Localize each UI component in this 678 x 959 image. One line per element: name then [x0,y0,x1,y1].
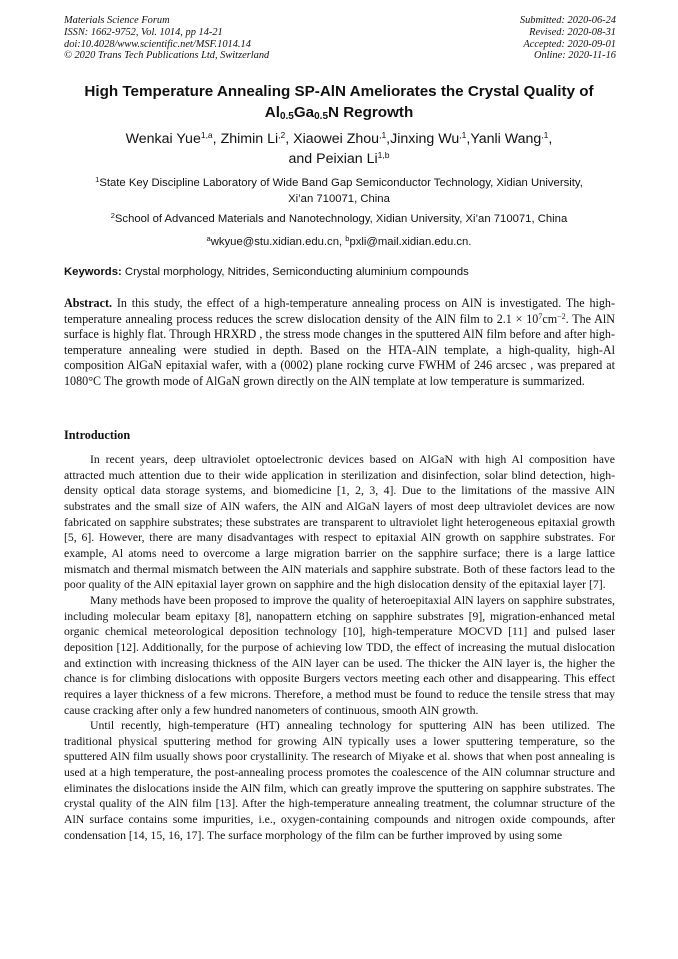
email-a: wkyue@stu.xidian.edu.cn, [210,236,346,248]
abstract-unit: cm [542,311,558,326]
journal-info [64,15,269,62]
section-heading-introduction: Introduction [64,428,131,442]
author-sep: , [386,131,391,147]
email-b: pxli@mail.xidian.edu.cn. [349,236,472,248]
keywords [64,265,616,280]
abstract-label: Abstract. [64,296,113,310]
title-line-1: High Temperature Annealing SP-AlN Ameliorates the Crystal Quality of [84,83,594,100]
authors-line-2 [50,149,628,169]
author-sep: , [466,131,471,147]
author-sep: , [548,131,553,147]
author-sup: 1,b [377,150,390,160]
author-sup: ,1 [459,130,467,140]
date-online: Online: 2020-11-16 [533,50,616,62]
affiliation-2-sup: 2 [110,211,115,220]
author-name: Zhimin Li [220,131,279,147]
affiliation-2 [60,212,618,228]
title-ga: Ga [293,104,315,121]
keywords-label: Keywords: [64,266,122,278]
affiliation-1-sup: 1 [95,175,100,184]
author-name: Wenkai Yue [125,131,201,147]
affiliation-1 [60,176,618,207]
journal-doi: doi:10.4028/www.scientific.net/MSF.1014.14 [64,38,251,50]
abstract [64,296,615,390]
author-name: Yanli Wang [470,131,542,147]
author-sup: ,1 [379,130,387,140]
author-sup: ,2 [278,130,286,140]
title-line-2 [50,102,628,123]
journal-name: Materials Science Forum [64,15,170,26]
affiliation-1-line-2: Xi’an 710071, China [288,192,390,205]
author-sep: , [285,131,294,147]
author-emails [60,235,618,251]
author-name: Peixian Li [316,151,378,167]
paragraph: Many methods have been proposed to improve the quality of heteroepitaxial AlN layers on sapphire substrates, including molecular beam epitaxy [8], nanopattern etching on sapphire substrates [9], migration-enhanced metal organic chemical meteorological deposition technology [10], high-temperature MOCVD [11] and pulsed laser deposition [12]. Additionally, for the purpose of achieving low TDD, the effect of increasing the mutual dislocation and extinction with increasing thickness of the AlN layer can be used. The thicker the AlN layer is, the higher the chance is for climbing dislocations with opposite Burgers vectors meeting each other and disappearing. This effect requires a layer thickness of a few microns. Therefore, a method must be found to reduce the tensile stress that may cause cracking after only a few hundred nanometers of continuous, smooth AlN growth. [64,593,615,717]
journal-issn: ISSN: 1662-9752, Vol. 1014, pp 14-21 [64,26,223,38]
author-name: Xiaowei Zhou [293,131,380,147]
paragraph: In recent years, deep ultraviolet optoelectronic devices based on AlGaN with high Al composition have attracted much attention due to their wide application in sterilization and disinfection, solar blind detection, high-density optical data storage systems, and biomedicine [1, 2, 3, 4]. Due to the limitations of the massive AlN substrates and the small size of AlN wafers, the AlN and AlGaN layers of most deep ultraviolet devices are now fabricated on sapphire substrates; these substrates are transparent to ultraviolet light heterogeneous epitaxial growth [5, 6]. However, there are many disadvantages with respect to epitaxial AlN growth on sapphire substrates. For example, Al atoms need to overcome a large migration barrier on the sapphire surface; there is a large lattice mismatch and thermal mismatch between the AlN materials and sapphire substrate. Both of these factors lead to the poor quality of the AlN epitaxial layer grown on sapphire and the high dislocation density of the epitaxial layer [7]. [64,453,615,592]
author-sep: , [212,131,221,147]
abstract-part-2: . The AlN surface is highly flat. Through HRXRD , the stress mode changes in the sputtered AlN film before and after high-temperature annealing were studied in depth. Based on the HTA-AlN template, a high-quality, high-Al composition AlGaN epitaxial wafer, with a (0002) plane rocking curve FWHM of 246 arcsec , was prepared at 1080°C The growth mode of AlGaN grown directly on the AlN template at low temperature is summarized. [64,311,615,388]
keywords-text: Crystal morphology, Nitrides, Semiconducting aluminium compounds [121,266,469,278]
date-revised: Revised: 2020-08-31 [529,26,616,38]
authors-line-1 [50,129,628,149]
title-sub-2: 0.5 [314,111,329,122]
title-al: Al [264,104,280,121]
publication-dates [520,15,616,62]
abstract-part-1: In this study, the effect of a high-temperature annealing process on AlN is investigated. The high-temperature annealing process reduces the screw dislocation density of the AlN film to 2.1 × 10 [64,296,615,326]
introduction-body [64,452,615,843]
affiliation-2-text: School of Advanced Materials and Nanotechnology, Xidian University, Xi’an 710071, China [114,213,568,225]
date-submitted: Submitted: 2020-06-24 [519,15,616,26]
title-rest: N Regrowth [328,104,414,121]
author-list [50,129,628,169]
author-name: Jinxing Wu [390,131,460,147]
author-and: and [288,151,317,167]
abstract-exp-1: 7 [538,311,543,321]
author-sup: 1,a [200,130,213,140]
paper-title [50,81,628,123]
paragraph: Until recently, high-temperature (HT) annealing technology for sputtering AlN has been utilized. The traditional physical sputtering method for growing AlN typically uses a lower sputtering temperature, so the sputtered AlN film usually shows poor crystallinity. The research of Miyake et al. shows that when post annealing is used at a high temperature, the post-annealing process promotes the coalescence of the AlN columnar structure and eliminates the dislocations inside the AlN film, which can greatly improve the sputtering on sapphire substrates. The crystal quality of the AlN film [13]. After the high-temperature annealing treatment, the columnar structure of the AlN surface contains some impurities, i.e., oxygen-containing compounds and nitrogen oxide compounds, after condensation [14, 15, 16, 17]. The surface morphology of the film can be further improved by using some [64,719,615,842]
journal-copyright: © 2020 Trans Tech Publications Ltd, Switzerland [64,50,270,62]
affiliation-1-text: State Key Discipline Laboratory of Wide Band Gap Semiconductor Technology, Xidian University, [99,177,583,189]
title-sub-1: 0.5 [279,111,294,122]
date-accepted: Accepted: 2020-09-01 [523,38,616,50]
email-b-sup: b [345,234,350,243]
author-sup: ,1 [541,130,549,140]
abstract-exp-2: −2 [557,311,566,321]
email-a-sup: a [206,234,211,243]
affiliation-1-line-1 [60,176,618,192]
